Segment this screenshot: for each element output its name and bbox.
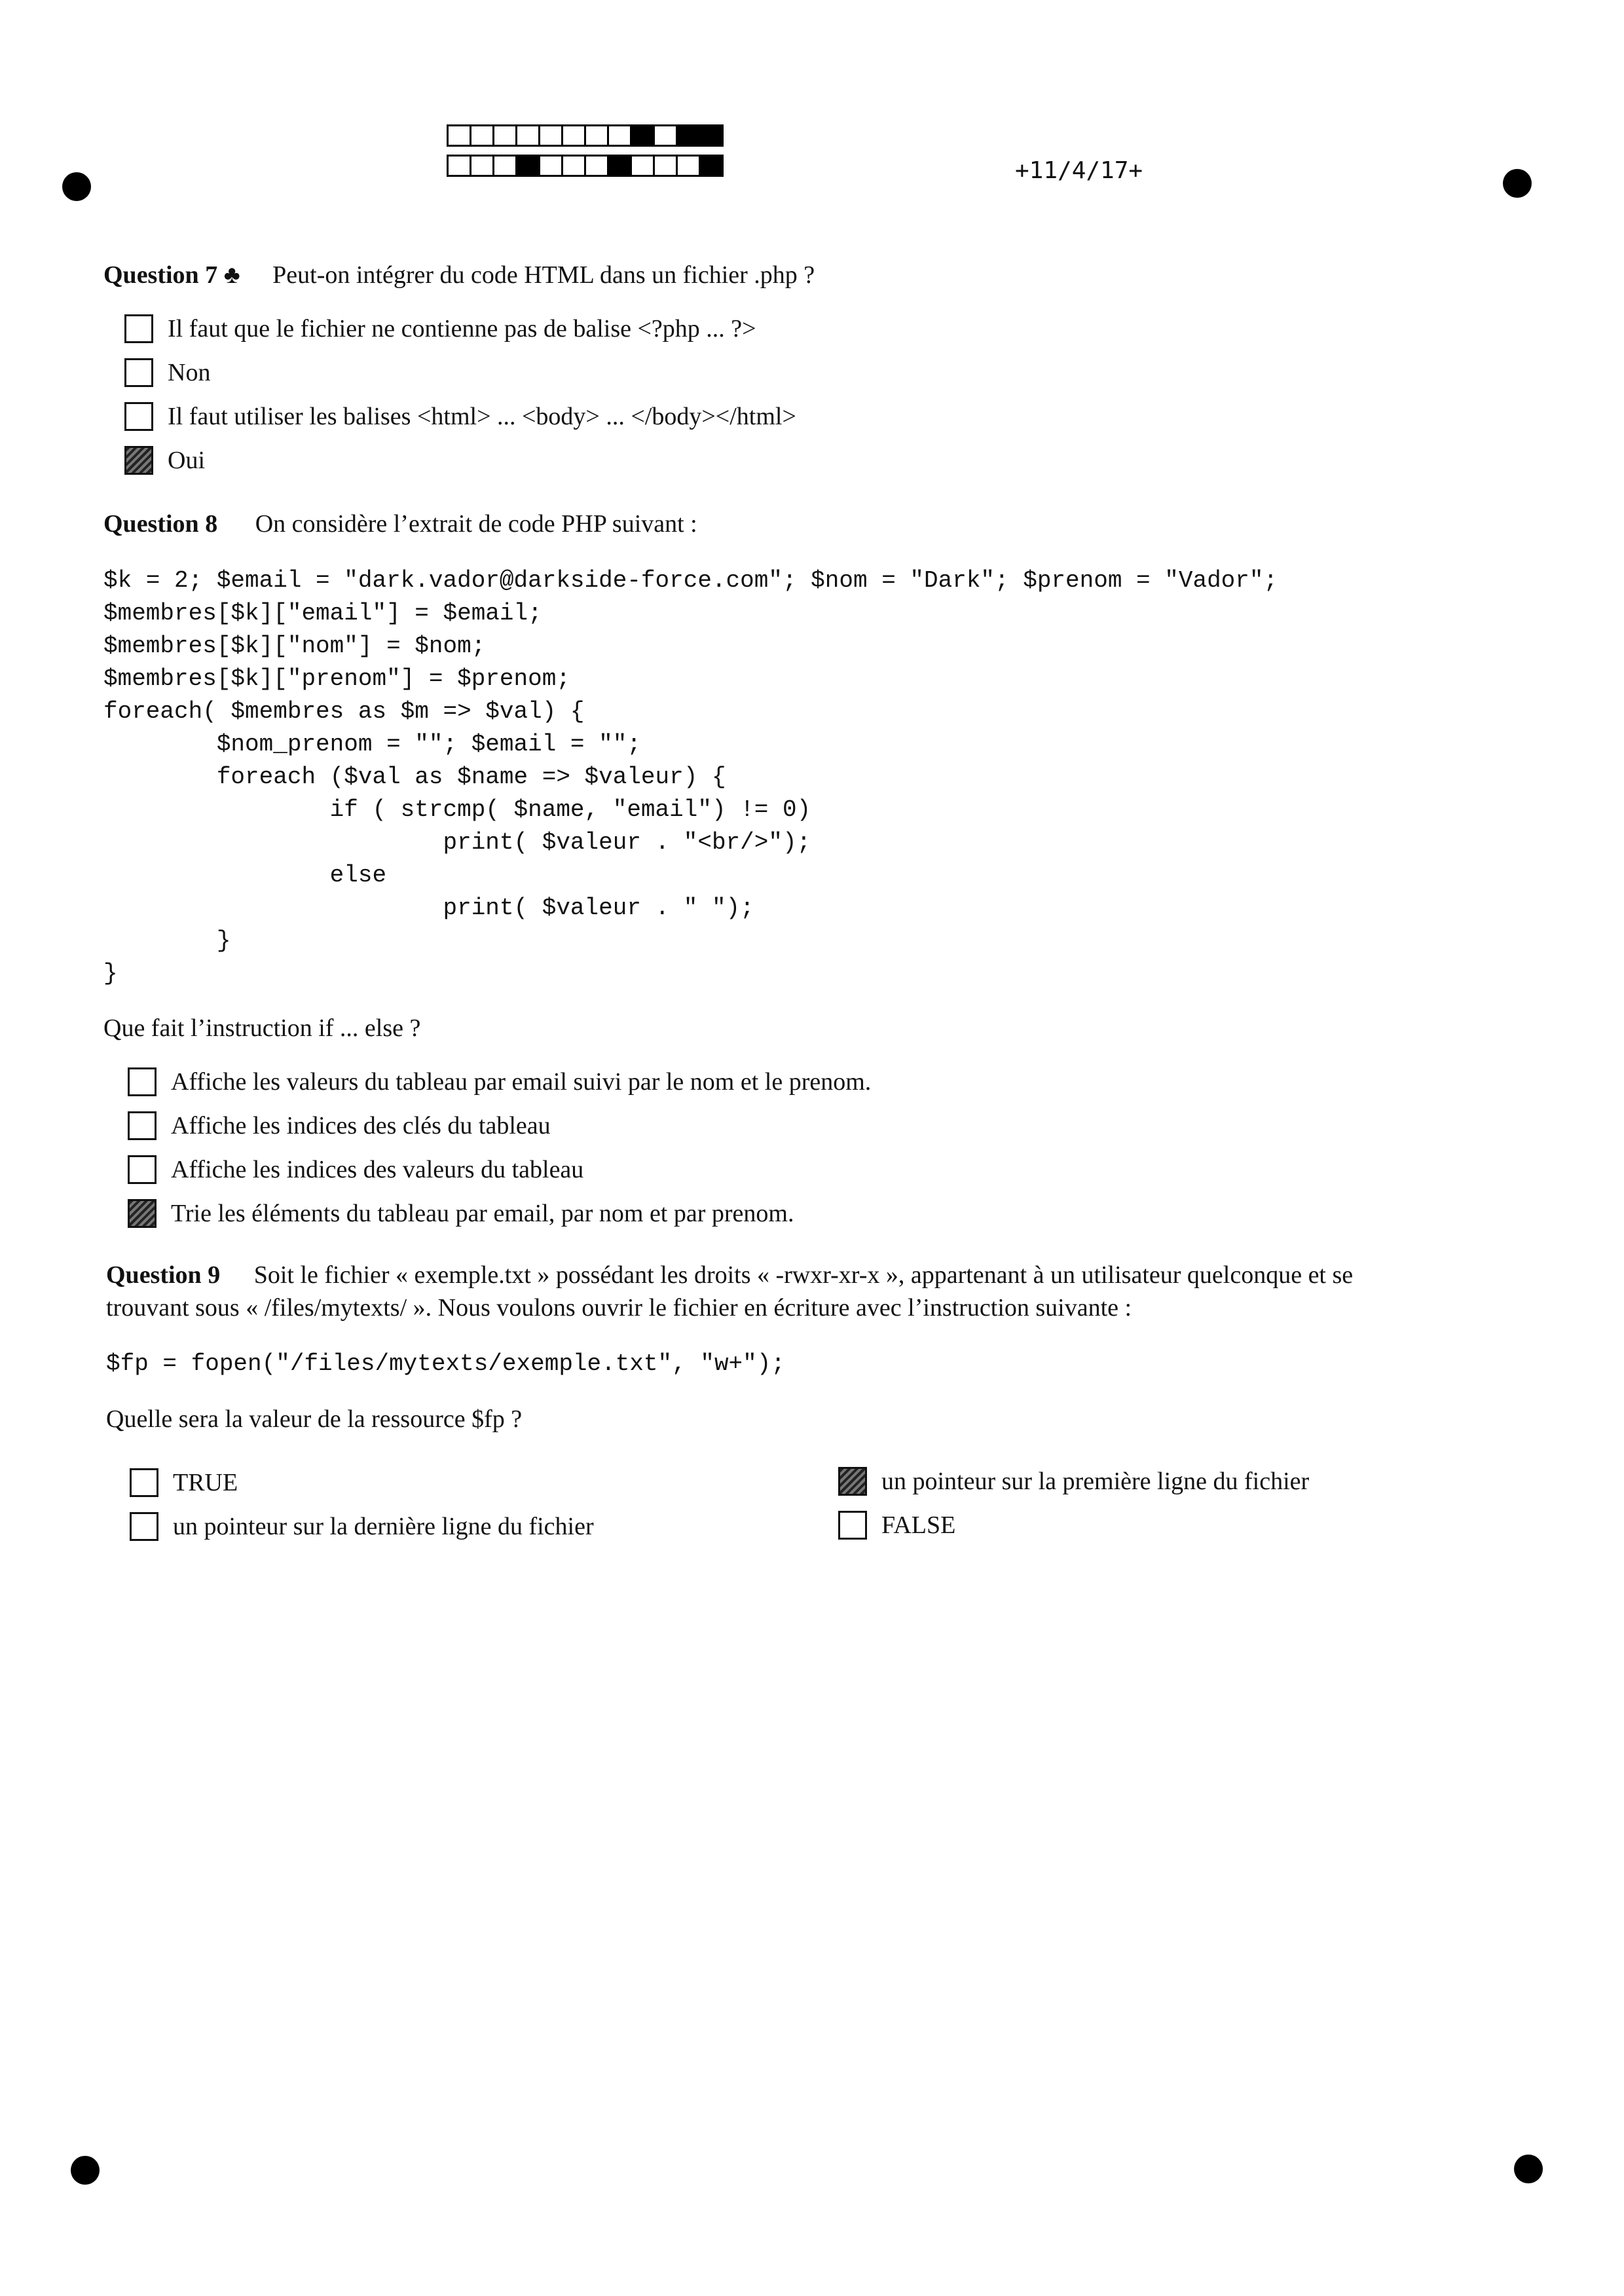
barcode-cell [676, 124, 701, 147]
page-id: +11/4/17+ [1015, 157, 1143, 184]
checkbox[interactable] [128, 1155, 157, 1184]
q9-option-3[interactable] [130, 1512, 594, 1541]
barcode-cell [630, 124, 655, 147]
q9-option-1[interactable] [130, 1468, 238, 1497]
question-9-text-line2: trouvant sous « /files/mytexts/ ». Nous voulons ouvrir le fichier en écriture avec l’instruction suivante : [106, 1294, 1132, 1322]
checkbox[interactable] [838, 1511, 867, 1540]
barcode-cell [584, 124, 609, 147]
barcode-cell [630, 155, 655, 177]
checkbox[interactable] [128, 1111, 157, 1140]
barcode-cell [699, 155, 724, 177]
q8-option-2[interactable] [128, 1111, 551, 1140]
question-7-label: Question 7 [103, 261, 218, 289]
question-9-text-line1: Soit le fichier « exemple.txt » possédant les droits « -rwxr-xr-x », appartenant à un utilisateur quelconque et se [253, 1261, 1354, 1289]
checkbox[interactable] [124, 358, 153, 387]
q8-option-1[interactable] [128, 1067, 871, 1096]
barcode-cell [538, 155, 563, 177]
barcode-cell [470, 124, 494, 147]
barcode-cell [447, 124, 471, 147]
checkbox[interactable] [130, 1512, 158, 1541]
barcode-cell [584, 155, 609, 177]
checkbox[interactable] [130, 1468, 158, 1497]
registration-mark-top-right [1503, 169, 1532, 198]
option-text: FALSE [881, 1511, 956, 1539]
checkbox[interactable] [124, 314, 153, 343]
barcode-cell [538, 124, 563, 147]
question-8-label: Question 8 [103, 510, 218, 538]
question-8-header [103, 509, 697, 538]
barcode-cell [492, 124, 517, 147]
php-code-block: $k = 2; $email = "dark.vador@darkside-force.com"; $nom = "Dark"; $prenom = "Vador"; $membres[$k]["email"] = $email; $membres[$k]["nom"] = $nom; $membres[$k]["prenom"] = $prenom; foreach( $membres as $m => $val) { $nom_prenom = ""; $email = ""; foreach ($val as $name => $valeur) { if ( strcmp( $name, "email") != 0) print( $valeur . "<br/>"); else print( $valeur . " "); } } [103, 567, 1278, 987]
checkbox-checked[interactable] [124, 446, 153, 475]
option-text: un pointeur sur la première ligne du fichier [881, 1468, 1310, 1495]
fopen-code: $fp = fopen("/files/mytexts/exemple.txt", "w+"); [106, 1350, 785, 1377]
option-text: Il faut que le fichier ne contienne pas de balise <?php ... ?> [168, 315, 756, 343]
checkbox[interactable] [128, 1067, 157, 1096]
question-7-header [103, 261, 815, 289]
barcode-cell [653, 124, 678, 147]
barcode-cell [699, 124, 724, 147]
q7-option-2[interactable] [124, 358, 210, 387]
checkbox-checked[interactable] [838, 1467, 867, 1496]
barcode-cell [607, 124, 632, 147]
club-icon: ♣ [223, 261, 240, 289]
question-8-subquestion: Que fait l’instruction if ... else ? [103, 1014, 421, 1042]
barcode-cell [470, 155, 494, 177]
barcode-cell [653, 155, 678, 177]
barcode-row-1 [447, 124, 722, 147]
option-text: TRUE [173, 1469, 238, 1496]
checkbox[interactable] [124, 402, 153, 431]
option-text: Oui [168, 447, 205, 474]
barcode-cell [515, 124, 540, 147]
question-9-header [106, 1261, 1353, 1289]
option-text: Affiche les valeurs du tableau par email suivi par le nom et le prenom. [171, 1068, 872, 1096]
question-9-subquestion: Quelle sera la valeur de la ressource $fp ? [106, 1405, 523, 1433]
question-8-text: On considère l’extrait de code PHP suivant : [255, 510, 697, 538]
option-text: Affiche les indices des clés du tableau [171, 1112, 551, 1139]
barcode-cell [561, 124, 586, 147]
question-9-label: Question 9 [106, 1261, 221, 1289]
registration-mark-bottom-right [1514, 2155, 1543, 2183]
barcode-cell [676, 155, 701, 177]
barcode-row-2 [447, 155, 722, 177]
option-text: Trie les éléments du tableau par email, par nom et par prenom. [171, 1200, 794, 1227]
q8-option-4[interactable] [128, 1199, 794, 1228]
q8-option-3[interactable] [128, 1155, 583, 1184]
q7-option-3[interactable] [124, 402, 796, 431]
option-text: Il faut utiliser les balises <html> ... <body> ... </body></html> [168, 403, 796, 430]
option-text: un pointeur sur la dernière ligne du fichier [173, 1513, 594, 1540]
question-7-text: Peut-on intégrer du code HTML dans un fichier .php ? [272, 261, 815, 289]
barcode-cell [607, 155, 632, 177]
option-text: Non [168, 359, 211, 386]
barcode-cell [492, 155, 517, 177]
option-text: Affiche les indices des valeurs du tableau [171, 1156, 584, 1183]
barcode-cell [515, 155, 540, 177]
q9-option-4[interactable] [838, 1511, 955, 1540]
q7-option-4[interactable] [124, 446, 205, 475]
registration-mark-bottom-left [71, 2156, 100, 2185]
q9-option-2[interactable] [838, 1467, 1309, 1496]
barcode-cell [447, 155, 471, 177]
barcode-cell [561, 155, 586, 177]
checkbox-checked[interactable] [128, 1199, 157, 1228]
q7-option-1[interactable] [124, 314, 756, 343]
registration-mark-top-left [62, 172, 91, 201]
